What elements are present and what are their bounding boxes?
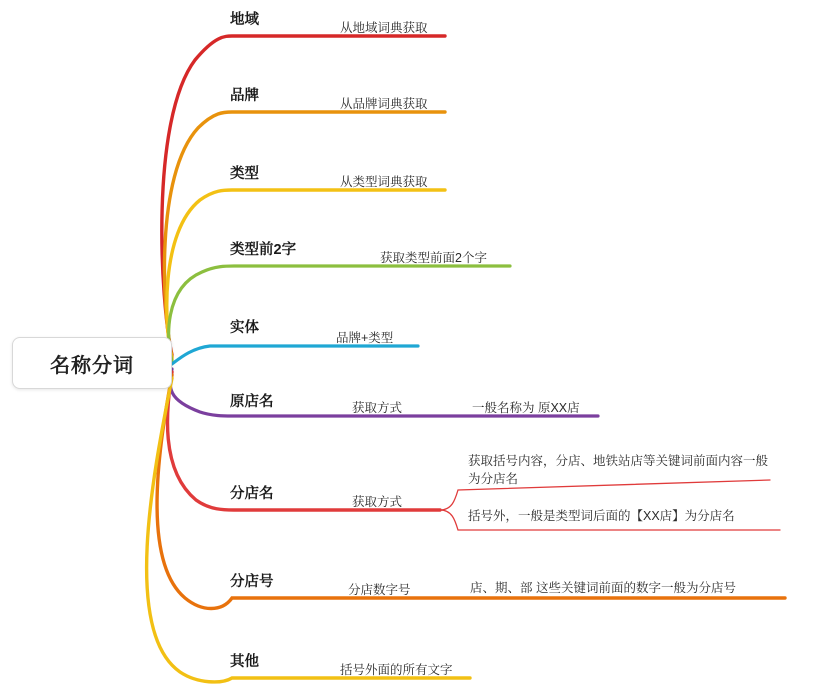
leaf-label-7-1[interactable]: 店、期、部 这些关键词前面的数字一般为分店号 — [470, 581, 736, 595]
branch-label-0[interactable]: 地域 — [230, 12, 259, 28]
leaf-label-8-0[interactable]: 括号外面的所有文字 — [340, 663, 453, 677]
branch-label-2[interactable]: 类型 — [230, 166, 259, 182]
leaf-label-5-1[interactable]: 一般名称为 原XX店 — [472, 401, 580, 415]
leaf-label-3-0[interactable]: 获取类型前面2个字 — [380, 251, 487, 265]
leaf-label-5-0[interactable]: 获取方式 — [352, 401, 403, 415]
leaf-label-6-2[interactable]: 括号外，一般是类型词后面的【XX店】为分店名 — [468, 509, 735, 523]
branch-label-6[interactable]: 分店名 — [230, 486, 274, 502]
leaf-label-7-0[interactable]: 分店数字号 — [348, 583, 411, 597]
branch-label-1[interactable]: 品牌 — [230, 88, 259, 104]
branch-label-8[interactable]: 其他 — [230, 654, 259, 670]
leaf-label-6-1[interactable]: 获取括号内容，分店、地铁站店等关键词前面内容一般为分店名 — [468, 454, 769, 487]
branch-label-7[interactable]: 分店号 — [230, 574, 274, 590]
leaf-label-0-0[interactable]: 从地域词典获取 — [340, 21, 428, 35]
branch-label-3[interactable]: 类型前2字 — [230, 242, 297, 258]
mindmap-root-node[interactable] — [12, 337, 172, 389]
leaf-label-2-0[interactable]: 从类型词典获取 — [340, 175, 428, 189]
leaf-label-6-0[interactable]: 获取方式 — [352, 495, 403, 509]
leaf-label-4-0[interactable]: 品牌+类型 — [336, 331, 394, 345]
branch-label-5[interactable]: 原店名 — [230, 394, 274, 410]
root-label: 名称分词 — [50, 354, 134, 377]
branch-label-4[interactable]: 实体 — [230, 320, 259, 336]
leaf-label-1-0[interactable]: 从品牌词典获取 — [340, 97, 428, 111]
